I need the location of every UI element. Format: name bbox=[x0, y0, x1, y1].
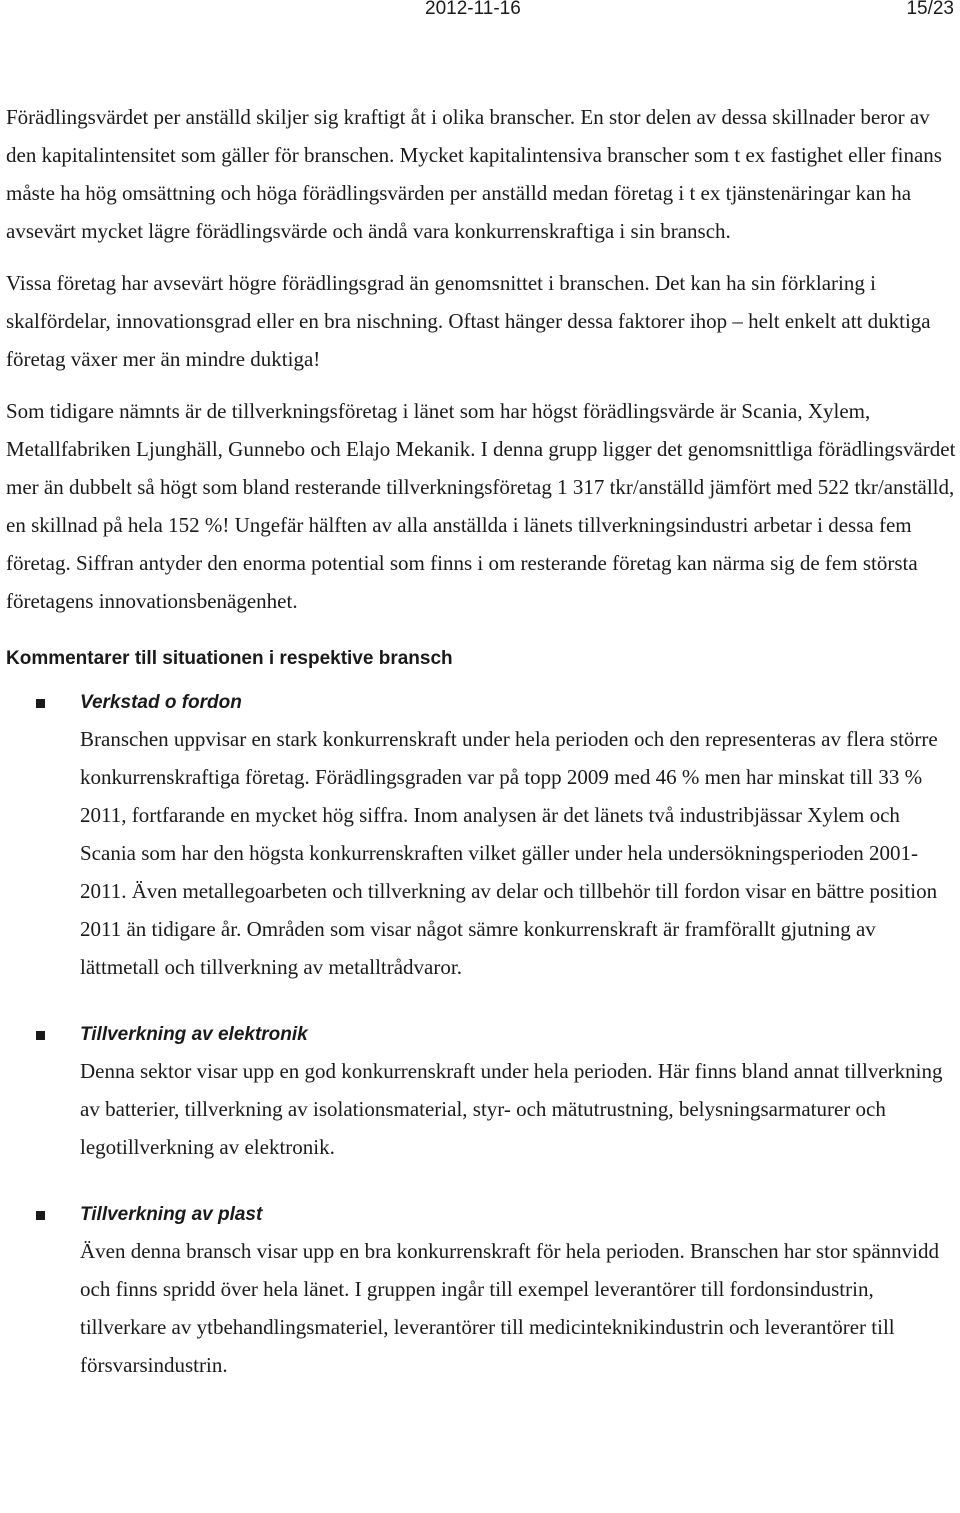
bullet-item-plast bbox=[6, 1203, 956, 1384]
bullet-title: Verkstad o fordon bbox=[80, 692, 242, 713]
section-heading: Kommentarer till situationen i respektive bransch bbox=[6, 648, 453, 669]
square-bullet-icon bbox=[36, 1031, 45, 1040]
square-bullet-icon bbox=[36, 1211, 45, 1220]
document-body bbox=[6, 98, 956, 1421]
bullet-text: Branschen uppvisar en stark konkurrenskraft under hela perioden och den representeras av flera större konkurrenskraftiga företag. Förädlingsgraden var på topp 2009 med 46 % men har minskat till 33 % 2011, fortfarande en mycket hög siffra. Inom analysen är det länets två industribjässar Xylem och Scania som har den högsta konkurrenskraften vilket gäller under hela undersökningsperioden 2001-2011. Även metallegoarbeten och tillverkning av delar och tillbehör till fordon visar en bättre position 2011 än tidigare år. Områden som visar något sämre konkurrenskraft är framförallt gjutning av lättmetall och tillverkning av metalltrådvaror. bbox=[80, 727, 938, 979]
page-number: 15/23 bbox=[906, 0, 954, 19]
bullet-text: Denna sektor visar upp en god konkurrenskraft under hela perioden. Här finns bland annat tillverkning av batterier, tillverkning av isolationsmaterial, styr- och mätutrustning, belysningsarmaturer och legotillverkning av elektronik. bbox=[80, 1059, 943, 1159]
header-date: 2012-11-16 bbox=[425, 0, 521, 19]
paragraph-1: Förädlingsvärdet per anställd skiljer sig kraftigt åt i olika branscher. En stor delen av dessa skillnader beror av den kapitalintensitet som gäller för branschen. Mycket kapitalintensiva branscher som t ex fastighet eller finans måste ha hög omsättning och höga förädlingsvärden per anställd medan företag i t ex tjänstenäringar kan ha avsevärt mycket lägre förädlingsvärde och ändå vara konkurrenskraftiga i sin bransch. bbox=[6, 105, 942, 243]
bullet-item-elektronik bbox=[6, 1023, 956, 1166]
bullet-item-verkstad bbox=[6, 691, 956, 986]
bullet-text: Även denna bransch visar upp en bra konkurrenskraft för hela perioden. Branschen har stor spännvidd och finns spridd över hela länet. I gruppen ingår till exempel leverantörer till fordonsindustrin, tillverkare av ytbehandlingsmateriel, leverantörer till medicinteknikindustrin och leverantörer till försvarsindustrin. bbox=[80, 1239, 939, 1377]
bullet-title: Tillverkning av elektronik bbox=[80, 1024, 308, 1045]
paragraph-2: Vissa företag har avsevärt högre förädlingsgrad än genomsnittet i branschen. Det kan ha sin förklaring i skalfördelar, innovationsgrad eller en bra nischning. Oftast hänger dessa faktorer ihop – helt enkelt att duktiga företag växer mer än mindre duktiga! bbox=[6, 271, 931, 371]
bullet-title: Tillverkning av plast bbox=[80, 1204, 263, 1225]
page-header bbox=[0, 0, 960, 24]
paragraph-3: Som tidigare nämnts är de tillverkningsföretag i länet som har högst förädlingsvärde är Scania, Xylem, Metallfabriken Ljunghäll, Gunnebo och Elajo Mekanik. I denna grupp ligger det genomsnittliga förädlingsvärdet mer än dubbelt så högt som bland resterande tillverkningsföretag 1 317 tkr/anställd jämfört med 522 tkr/anställd, en skillnad på hela 152 %! Ungefär hälften av alla anställda i länets tillverkningsindustri arbetar i dessa fem företag. Siffran antyder den enorma potential som finns i om resterande företag kan närma sig de fem största företagens innovationsbenägenhet. bbox=[6, 399, 956, 613]
square-bullet-icon bbox=[36, 699, 45, 708]
